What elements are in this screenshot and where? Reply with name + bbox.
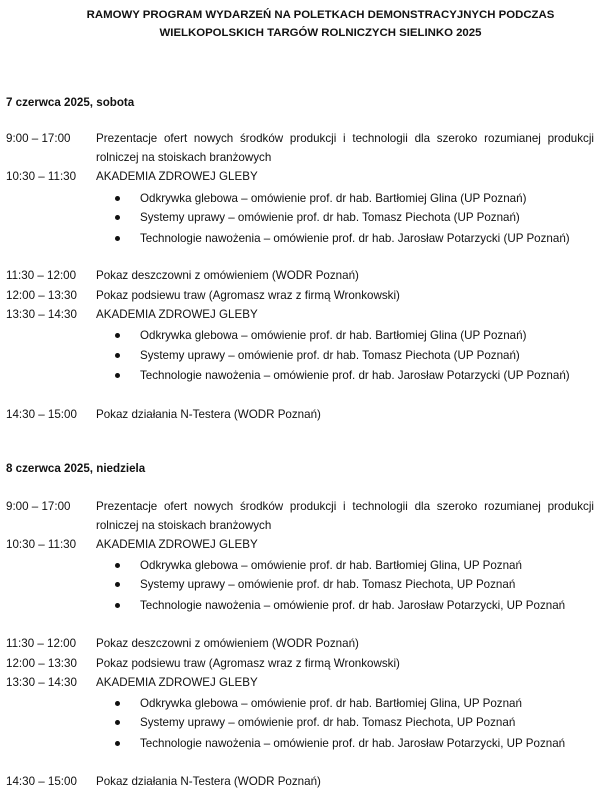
schedule-row [6,497,594,535]
schedule-row [6,266,594,285]
bullet-icon [115,353,120,358]
event-description: Pokaz działania N-Testera (WODR Poznań) [96,408,321,421]
schedule-row [6,654,594,673]
bullet-icon [115,236,120,241]
event-description: Prezentacje ofert nowych środków produkcji i technologii dla szeroko rozumianej produkcji rolniczej na stoiskach branżowych [96,500,594,532]
time-slot: 13:30 – 14:30 [6,308,77,321]
schedule-row [6,772,594,791]
list-item: Technologie nawożenia – omówienie prof. dr hab. Jarosław Potarzycki, UP Poznań [115,734,580,753]
event-description: Prezentacje ofert nowych środków produkcji i technologii dla szeroko rozumianej produkcji rolniczej na stoiskach branżowych [96,132,594,164]
bullet-icon [115,215,120,220]
event-description: AKADEMIA ZDROWEJ GLEBY [96,308,258,321]
bullet-icon [115,603,120,608]
time-slot: 10:30 – 11:30 [6,538,77,551]
event-description: AKADEMIA ZDROWEJ GLEBY [96,676,258,689]
schedule-row [6,305,594,324]
schedule-row [6,167,594,186]
schedule-row [6,129,594,167]
time-slot: 14:30 – 15:00 [6,408,77,421]
bullet-icon [115,196,120,201]
schedule-row [6,673,594,692]
bullet-icon [115,701,120,706]
title-line-1: RAMOWY PROGRAM WYDARZEŃ NA POLETKACH DEMONSTRACYJNYCH PODCZAS [86,9,555,21]
bullet-icon [115,563,120,568]
time-slot: 12:00 – 13:30 [6,289,77,302]
list-item: Odkrywka glebowa – omówienie prof. dr hab. Bartłomiej Glina (UP Poznań) [115,326,580,345]
list-item: Systemy uprawy – omówienie prof. dr hab. Tomasz Piechota, UP Poznań [115,575,580,594]
list-item: Technologie nawożenia – omówienie prof. dr hab. Jarosław Potarzycki, UP Poznań [115,596,580,615]
time-slot: 9:00 – 17:00 [6,500,71,513]
list-item: Odkrywka glebowa – omówienie prof. dr hab. Bartłomiej Glina (UP Poznań) [115,189,580,208]
day1-heading: 7 czerwca 2025, sobota [6,96,135,109]
bullet-icon [115,741,120,746]
bullet-icon [115,373,120,378]
event-description: Pokaz działania N-Testera (WODR Poznań) [96,775,321,788]
schedule-row [6,405,594,424]
list-item: Systemy uprawy – omówienie prof. dr hab. Tomasz Piechota, UP Poznań [115,713,580,732]
event-description: AKADEMIA ZDROWEJ GLEBY [96,170,258,183]
bullet-icon [115,333,120,338]
event-description: Pokaz deszczowni z omówieniem (WODR Poznań) [96,637,359,650]
day2-heading: 8 czerwca 2025, niedziela [6,462,146,475]
time-slot: 11:30 – 12:00 [6,637,77,650]
title-line-2: WIELKOPOLSKICH TARGÓW ROLNICZYCH SIELINKO 2025 [159,27,482,39]
bullet-icon [115,582,120,587]
time-slot: 13:30 – 14:30 [6,676,77,689]
list-item: Technologie nawożenia – omówienie prof. dr hab. Jarosław Potarzycki (UP Poznań) [115,366,580,385]
time-slot: 11:30 – 12:00 [6,269,77,282]
list-item: Systemy uprawy – omówienie prof. dr hab. Tomasz Piechota (UP Poznań) [115,208,580,227]
event-description: Pokaz podsiewu traw (Agromasz wraz z firmą Wronkowski) [96,289,400,302]
list-item: Odkrywka glebowa – omówienie prof. dr hab. Bartłomiej Glina, UP Poznań [115,694,580,713]
time-slot: 12:00 – 13:30 [6,657,77,670]
list-item: Odkrywka glebowa – omówienie prof. dr hab. Bartłomiej Glina, UP Poznań [115,556,580,575]
time-slot: 9:00 – 17:00 [6,132,71,145]
document-title [60,6,581,42]
time-slot: 10:30 – 11:30 [6,170,77,183]
event-description: AKADEMIA ZDROWEJ GLEBY [96,538,258,551]
event-description: Pokaz deszczowni z omówieniem (WODR Poznań) [96,269,359,282]
time-slot: 14:30 – 15:00 [6,775,77,788]
list-item: Systemy uprawy – omówienie prof. dr hab. Tomasz Piechota (UP Poznań) [115,346,580,365]
bullet-icon [115,720,120,725]
schedule-row [6,286,594,305]
event-description: Pokaz podsiewu traw (Agromasz wraz z firmą Wronkowski) [96,657,400,670]
schedule-row [6,634,594,653]
schedule-row [6,535,594,554]
list-item: Technologie nawożenia – omówienie prof. dr hab. Jarosław Potarzycki (UP Poznań) [115,229,580,248]
